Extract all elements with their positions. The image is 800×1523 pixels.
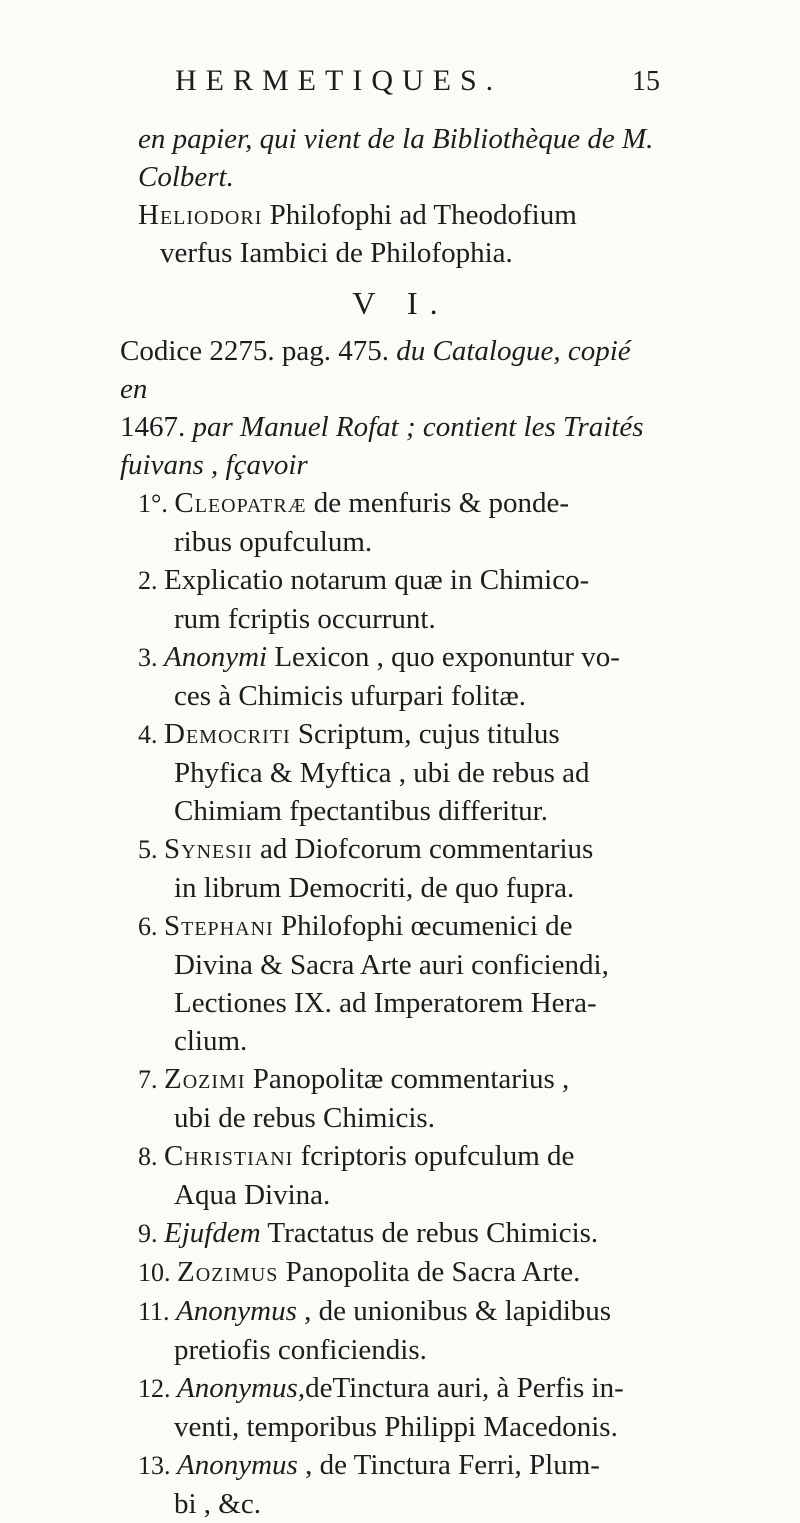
- entry-author: Zozimi: [164, 1063, 246, 1095]
- entry-text: , de unionibus & lapidibus: [296, 1295, 612, 1327]
- entry-number: 4.: [138, 720, 164, 749]
- entry-text: de menfuris & ponde-: [306, 487, 570, 519]
- entry-continuation: bi , &c.: [174, 1488, 261, 1520]
- entry-continuation: rum fcriptis occurrunt.: [174, 603, 436, 635]
- list-item: [138, 561, 658, 638]
- entry-continuation: ces à Chimicis ufurpari folitæ.: [174, 680, 526, 712]
- entry-text: ad Diofcorum commentarius: [252, 833, 594, 865]
- codice-line-2-italic: par Manuel Rofat ; contient les Traités: [192, 411, 644, 443]
- entry-number: 6.: [138, 912, 164, 941]
- entry-number: 9.: [138, 1219, 164, 1248]
- heliodori-text-1: Philofophi ad Theodofium: [262, 199, 577, 231]
- intro-line-1: en papier, qui vient de la Bibliothèque de M.: [138, 123, 654, 155]
- section-heading: V I.: [352, 285, 450, 321]
- page-body: [120, 120, 658, 1523]
- entry-continuation: clium.: [174, 1025, 248, 1057]
- entry-first-line: [138, 1253, 658, 1292]
- heliodori-name: Heliodori: [138, 199, 263, 231]
- codice-line-3: fuivans , fçavoir: [120, 449, 308, 481]
- entry-text: fcriptoris opufculum de: [293, 1140, 575, 1172]
- intro-line-2: Colbert.: [138, 161, 234, 193]
- codice-italic: du Catalogue, copié en: [120, 335, 631, 405]
- entry-first-line: [138, 1060, 658, 1099]
- entry-author: Anonymus: [177, 1449, 298, 1481]
- entry-first-line: [138, 638, 658, 677]
- heliodori-line-1: [138, 196, 658, 234]
- list-item: [138, 830, 658, 907]
- entry-number: 13.: [138, 1451, 177, 1480]
- entry-number: 8.: [138, 1142, 164, 1171]
- entry-text: Panopolitæ commentarius ,: [245, 1063, 570, 1095]
- codice-year: 1467.: [120, 411, 193, 443]
- header-title: HERMETIQUES.: [175, 64, 503, 97]
- entry-continuation: ubi de rebus Chimicis.: [174, 1102, 435, 1134]
- entry-continuation: Aqua Divina.: [174, 1179, 331, 1211]
- entry-number: 12.: [138, 1374, 177, 1403]
- entry-continuation: Lectiones IX. ad Imperatorem Hera-: [174, 987, 597, 1019]
- entry-number: 10.: [138, 1258, 177, 1287]
- entry-text: Philofophi œcumenici de: [273, 910, 573, 942]
- codice-roman: Codice 2275. pag. 475.: [120, 335, 397, 367]
- entry-author: Stephani: [164, 910, 274, 942]
- entry-continuation: Chimiam fpectantibus differitur.: [174, 795, 548, 827]
- entry-continuation: venti, temporibus Philippi Macedonis.: [174, 1411, 618, 1443]
- entry-text: Explicatio notarum quæ in Chimico-: [164, 564, 590, 596]
- list-item: [138, 1060, 658, 1137]
- list-item: [138, 1253, 658, 1292]
- entry-text: Panopolita de Sacra Arte.: [278, 1256, 581, 1288]
- entry-text: deTinctura auri, à Perfis in-: [305, 1372, 624, 1404]
- entry-text: Scriptum, cujus titulus: [290, 718, 560, 750]
- entry-number: 3.: [138, 643, 164, 672]
- entry-continuation: in librum Democriti, de quo fupra.: [174, 872, 575, 904]
- entry-first-line: [138, 1369, 658, 1408]
- entry-author: Anonymi: [164, 641, 268, 673]
- entry-number: 11.: [138, 1297, 177, 1326]
- entry-text: Tractatus de rebus Chimicis.: [260, 1217, 599, 1249]
- list-item: [138, 1292, 658, 1369]
- entry-first-line: [138, 715, 658, 754]
- entry-author: Cleopatræ: [174, 487, 307, 519]
- entry-first-line: [138, 830, 658, 869]
- codice-line-2: [120, 408, 658, 446]
- entry-author: Anonymus: [176, 1295, 297, 1327]
- entry-author: Christiani: [164, 1140, 294, 1172]
- entry-first-line: [138, 1292, 658, 1331]
- entry-author: Synesii: [164, 833, 253, 865]
- entry-text: Lexicon , quo exponuntur vo-: [267, 641, 620, 673]
- entry-continuation: Phyfica & Myftica , ubi de rebus ad: [174, 757, 590, 789]
- list-item: [138, 638, 658, 715]
- entry-text: , de Tinctura Ferri, Plum-: [297, 1449, 600, 1481]
- entry-number: 1°.: [138, 489, 175, 518]
- codice-line-1: [120, 332, 658, 408]
- list-item: [138, 1446, 658, 1523]
- list-item: [138, 484, 658, 561]
- page-number: 15: [632, 66, 660, 97]
- entry-number: 5.: [138, 835, 164, 864]
- list-item: [138, 1137, 658, 1214]
- entry-continuation: ribus opufculum.: [174, 526, 373, 558]
- heliodori-line-2: verfus Iambici de Philofophia.: [160, 237, 513, 269]
- entry-first-line: [138, 907, 658, 946]
- list-item: [138, 1369, 658, 1446]
- entry-first-line: [138, 1137, 658, 1176]
- entry-author: Democriti: [164, 718, 291, 750]
- list-item: [138, 907, 658, 1060]
- entry-author: Ejufdem: [164, 1217, 261, 1249]
- entry-author: Zozimus: [177, 1256, 279, 1288]
- entry-number: 2.: [138, 566, 164, 595]
- running-header: [175, 66, 660, 96]
- entry-continuation: Divina & Sacra Arte auri conficiendi,: [174, 949, 609, 981]
- entry-continuation: pretiofis conficiendis.: [174, 1334, 427, 1366]
- entry-first-line: [138, 484, 658, 523]
- entry-author: Anonymus,: [177, 1372, 306, 1404]
- entry-first-line: [138, 1446, 658, 1485]
- entry-first-line: [138, 561, 658, 600]
- entry-first-line: [138, 1214, 658, 1253]
- entry-list: [138, 484, 658, 1523]
- entry-number: 7.: [138, 1065, 164, 1094]
- list-item: [138, 715, 658, 830]
- list-item: [138, 1214, 658, 1253]
